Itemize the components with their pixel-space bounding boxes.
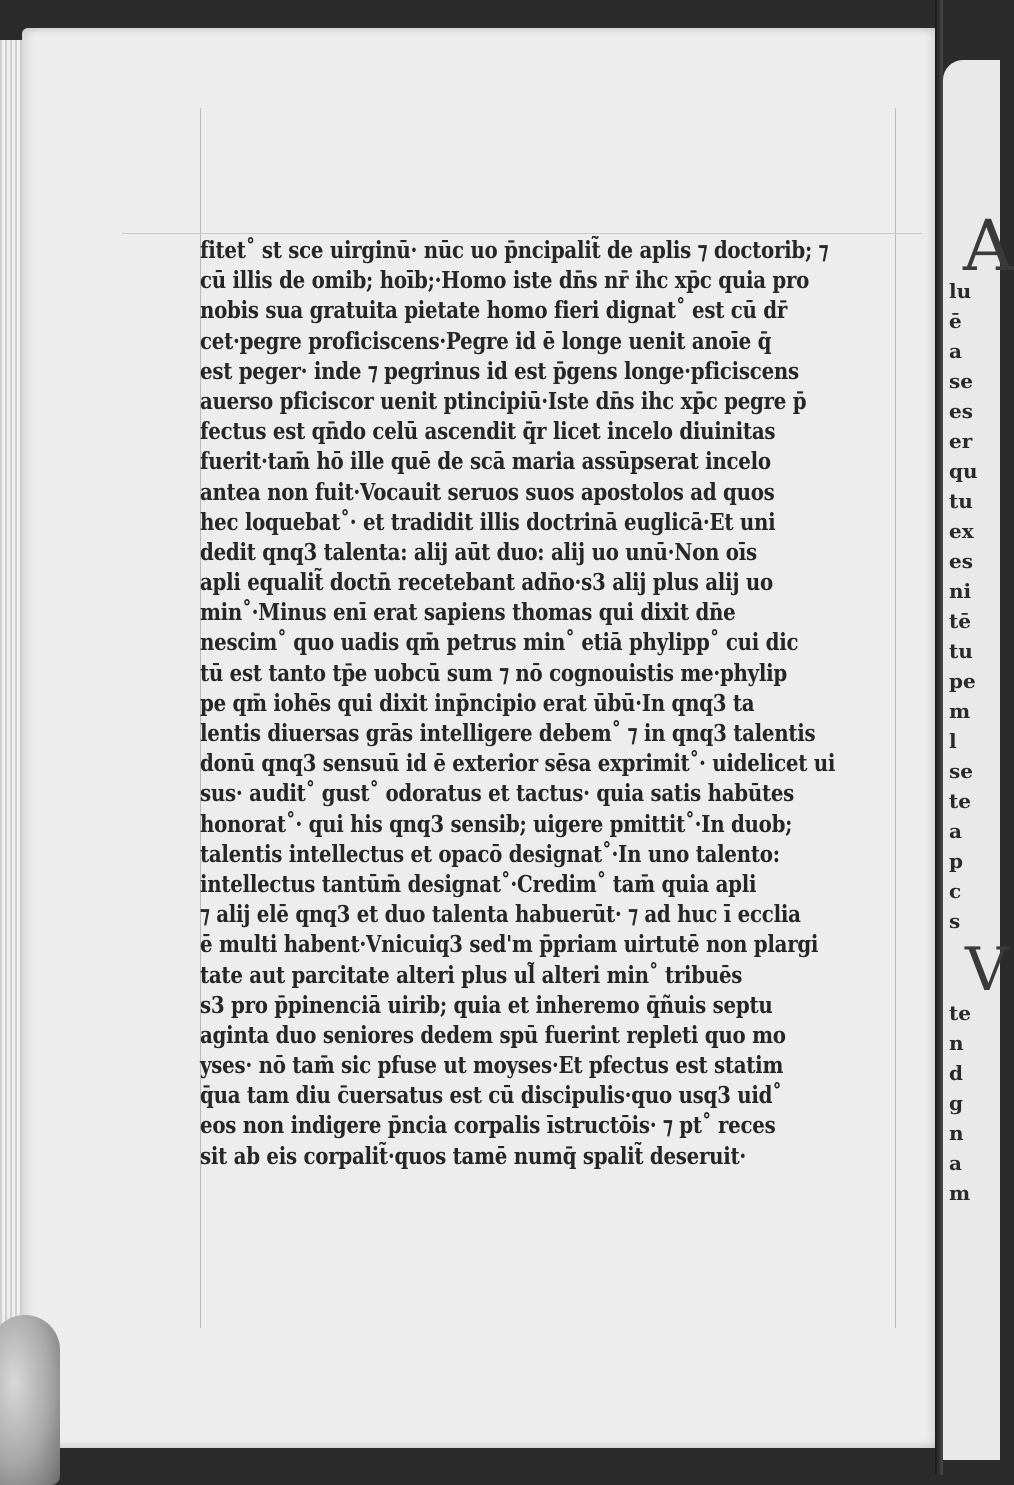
text-line: fitet˚ st sce uirginū· nūc uo p̄ncipalit̃ de aplis ⁊ doctorib; ⁊ — [200, 237, 829, 264]
facing-fragment: qu — [949, 459, 978, 483]
text-line: antea non fuit·Vocauit seruos suos apostolos ad quos — [200, 478, 775, 506]
text-line: yses· nō tam̄ sic pfuse ut moyses·Et pfectus est statim — [200, 1052, 784, 1080]
facing-fragment: er — [949, 429, 973, 453]
text-line: q̄ua tam diu c̄uersatus est cū discipulis·quo usq3 uid˚ — [200, 1082, 782, 1110]
facing-fragment: pe — [949, 669, 976, 693]
text-line: auerso pficiscor uenit ptincipiū·Iste dn̄s ihc xp̄c pegre p̄ — [200, 387, 807, 415]
text-line: fuerit·tam̄ hō ille quē de scā maria assūpserat incelo — [200, 448, 771, 476]
facing-fragment: s — [949, 909, 961, 933]
facing-initial-v: V — [965, 935, 1009, 1005]
manuscript-text — [200, 236, 905, 1172]
text-line: min˚·Minus enī erat sapiens thomas qui dixit dn̄e — [200, 599, 736, 627]
facing-page — [943, 60, 1014, 1460]
text-line: apli equalit̃ doctn̄ recetebant adn̄o·s3 alij plus alij uo — [200, 569, 773, 597]
text-line: est peger· inde ⁊ pegrinus id est p̄gens longe·pficiscens — [200, 357, 799, 385]
facing-fragment: ni — [949, 579, 972, 603]
facing-fragment: a — [949, 1151, 962, 1175]
facing-initial-a: A — [963, 205, 1014, 287]
facing-fragment: tu — [949, 639, 973, 663]
text-line: lentis diuersas grās intelligere debem˚ ⁊ in qnq3 talentis — [200, 720, 816, 747]
facing-fragment: l — [949, 729, 957, 753]
text-line: cet·pegre proficiscens·Pegre id ē longe uenit anoīe q̄ — [200, 327, 772, 355]
facing-fragment: m — [949, 1181, 971, 1205]
facing-fragment: ē — [949, 309, 962, 333]
facing-fragment: es — [949, 549, 973, 573]
facing-fragment: lu — [949, 279, 972, 303]
facing-fragment: se — [949, 759, 973, 783]
text-line: s3 pro p̄pinenciā uirib; quia et inheremo q̄ñuis septu — [200, 991, 773, 1019]
text-line: sit ab eis corpalit̃·quos tamē numq̄ spalit̃ deseruit· — [200, 1142, 747, 1170]
facing-fragment: a — [949, 339, 962, 363]
facing-fragment: ex — [949, 519, 974, 543]
text-line: cū illis de omib; hoīb;·Homo iste dn̄s nr̄ ihc xp̄c quia pro — [200, 267, 810, 295]
facing-fragment: p — [949, 849, 963, 873]
text-line: sus· audit˚ gust˚ odoratus et tactus· quia satis habūtes — [200, 780, 795, 808]
thumb-holding-page — [0, 1315, 60, 1485]
facing-fragment: c — [949, 879, 962, 903]
text-line: eos non indigere p̄ncia corpalis īstructōis· ⁊ pt˚ reces — [200, 1112, 776, 1140]
book-gutter — [935, 0, 943, 1475]
text-line: ē multi habent·Vnicuiq3 sed'm p̄priam uirtutē non plargi — [200, 931, 819, 959]
facing-fragment: n — [949, 1031, 964, 1055]
text-line: hec loquebat˚· et tradidit illis doctrinā euglicā·Et uni — [200, 508, 776, 536]
text-line: ⁊ alij elē qnq3 et duo talenta habuerūt· ⁊ ad huc ī ecclia — [200, 901, 801, 929]
text-line: pe qm̄ iohēs qui dixit inp̄ncipio erat ūbū·In qnq3 ta — [200, 689, 755, 717]
facing-fragment: te — [949, 1001, 971, 1025]
facing-fragment: es — [949, 399, 973, 423]
facing-fragment: d — [949, 1061, 963, 1085]
text-line: nobis sua gratuita pietate homo fieri dignat˚ est cū dr̄ — [200, 297, 788, 325]
text-line: tate aut parcitate alteri plus ul̃ alteri min˚ tribuēs — [200, 961, 743, 989]
facing-fragment: se — [949, 369, 973, 393]
facing-fragment: te — [949, 789, 971, 813]
text-line: tū est tanto tp̄e uobcū sum ⁊ nō cognouistis me·phylip — [200, 659, 788, 687]
text-line: donū qnq3 sensuū id ē exterior sēsa exprimit˚· uidelicet ui — [200, 750, 836, 778]
text-line: honorat˚· qui his qnq3 sensib; uigere pmittit˚·In duob; — [200, 810, 793, 838]
facing-fragment: tu — [949, 489, 973, 513]
text-line: fectus est qn̄do celū ascendit q̄r licet incelo diuinitas — [200, 418, 776, 446]
text-line: aginta duo seniores dedem spū fuerint repleti quo mo — [200, 1021, 786, 1049]
facing-fragment: g — [949, 1091, 963, 1115]
text-line: talentis intellectus et opacō designat˚·In uno talento: — [200, 840, 780, 868]
text-line: dedit qnq3 talenta: alij aūt duo: alij uo unū·Non oīs — [200, 538, 757, 566]
text-line: intellectus tantūm̄ designat˚·Credim˚ tam̄ quia apli — [200, 870, 757, 898]
facing-fragment: n — [949, 1121, 964, 1145]
facing-fragment: a — [949, 819, 962, 843]
facing-fragment: m — [949, 699, 971, 723]
facing-fragment: tē — [949, 609, 971, 633]
text-line: nescim˚ quo uadis qm̄ petrus min˚ etiā phylipp˚ cui dic — [200, 629, 799, 657]
ruling-top — [122, 233, 922, 234]
